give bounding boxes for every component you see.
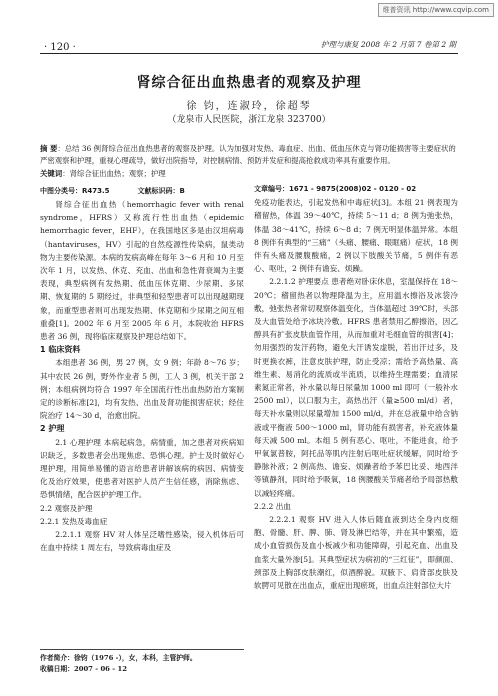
paragraph: 免疫功能表达，引起发热和中毒症状[3]。本组 21 例表现为稽留热，体温 39～40℃，持续 5～11 d；8 例为弛张热，体温 38～41℃，持续 6～8 d；7 例无明显体温异常。本组 8 例伴有典型的“三痛”（头痛、腰痛、眼眶痛）症状，18 例伴有头痛及腰腹酸痛，2 例以下肢酸关节痛，5 例伴有恶心、呕吐，2 例伴有谵妄、烦躁。 — [254, 198, 458, 274]
right-column — [254, 183, 458, 592]
paragraph: 本组患者 36 例，男 27 例，女 9 例；年龄 8～76 岁；其中农民 26 例，野外作业者 5 例，工人 3 例，机关干部 2 例；本组病例均符合 1997 年全国流行性出血热防治方案制定的诊断标准[2]，均有发热、出血及肾功能损害症状；经住院治疗 14～30 d，治愈出院。 — [40, 358, 244, 421]
abstract-label: 摘 要 — [40, 144, 58, 153]
affiliation: （龙泉市人民医院，浙江龙泉 323700） — [167, 115, 331, 125]
clc-number: 中图分类号：R473.5 — [40, 187, 110, 195]
paragraph: 2.2.1.1 观察 HV 对人体呈泛嗜性感染，侵入机体后可在血中持续 1 周左右，导致病毒血症及 — [40, 530, 244, 553]
paragraph: 肾综合征出血热（hemorrhagic fever with renal syndrome，HFRS）又称流行性出血热（epidemic hemorrhagic fever，EHF），在我国地区多是由汉坦病毒（hantaviruses，HV）引起的自然疫源性传染病，鼠类动物为主要传染源。本病的发病高峰在每年 3～6 月和 10 月至次年 1 月，以发热、休克、充血、出血和急性肾衰竭为主要表现，典型病例有发热期、低血压休克期、少尿期、多尿期、恢复期的 5 期经过，非典型和轻型患者可以出现越期现象，而重型患者则可出现发热期、休克期和少尿期之间互相重叠[1]。2002 年 6 月至 2005 年 6 月，本院收治 HFRS 患者 36 例，现将临床观察及护理总结如下。 — [40, 200, 244, 342]
paragraph: 2.1 心理护理 本病起病急，病情重，加之患者对疾病知识缺乏，多数患者会出现焦虑、恐惧心理。护士及时做好心理护理，用简单易懂的语言给患者讲解该病的病因、病情变化及治疗效果，使患者对医护人员产生信任感，消除焦虑、恐惧情绪，配合医护护理工作。 — [40, 437, 244, 500]
paragraph: 2.2.1.2 护理要点 患者绝对卧床休息，室温保持在 18～20℃；稽留热者以物理降温为主，应用温水擦浴及冰袋冷敷，弛张热者常切观察体温变化，当体温超过 39℃时，头部及大血管处给予冰块冷敷。HFRS 患者禁用乙醇擦浴，因乙醇具有扩张皮肤血管作用，从而加重对毛细血管的损害[4]；勿用强烈的发汗药物，避免大汗诱发虚脱，若出汗过多，及时更换衣裤，注意皮肤护理，防止受凉；需给予高热量、高维生素、易消化的流质或半流质，以维持生理需要；血清尿素氮正常者，补水量以每日尿量加 1000 ml 即可（一般补水 2500 ml），以口服为主，高热出汗（量≥500 ml/d）者，每天补水量则以尿量增加 1500 ml/d，并在总液量中给含钠液或平衡液 500～1000 ml，肾功能有损害者，补充液体量每天减 500 ml。本组 5 例有恶心、呕吐，不能进食，给予甲氧氯普胺，阿托品等肌内注射后呕吐症状缓解，同时给予静脉补液；2 例高热、谵妄、烦躁者给予苯巴比妥、地西泮等镇静剂，同时给予吸氧，18 例腰酸关节痛者给予局部热敷以减轻疼痛。 — [254, 277, 458, 498]
section-heading: 1 临床资料 — [40, 345, 81, 355]
abstract-text: ：总结 36 例肾综合征出血热患者的观察及护理。认为加强对发热、毒血症、出血、低血压休克与肾功能损害等主要症状的严密观察和护理，重视心理疏导，做好出院指导，对控制病情、预防并发症和提高抢救成功率具有重要作用。 — [40, 144, 456, 165]
paper-title: 肾综合征出血热患者的观察及护理 — [136, 75, 362, 91]
journal-header: 护理与康复 2008 年 2 月第 7 卷第 2 期 — [321, 40, 456, 49]
section-heading: 2.2.1 发热及毒血症 — [40, 516, 108, 526]
header-rule — [40, 53, 458, 54]
author-info: 作者简介：徐钧（1976 -），女，本科，主管护师。 — [40, 654, 197, 662]
footnote — [40, 649, 244, 675]
document-code: 文献标识码：B — [137, 187, 185, 195]
paragraph: 2.2.2.1 观察 HV 进入人体后随血液到达全身内皮细胞、骨髓、肝、脾、肺、肾及淋巴结等，并在其中繁殖，造成小血管损伤及血小板减少和功能障碍，引起充血、出血及血浆大量外渗[5]。其典型症状为病初的“三红征”，即颜面、颈部及上胸部皮肤潮红，似酒醉貌。双腋下、肩背部皮肤及软腭可见散在出血点，重症出现瘀斑，出血点注射部位大片 — [254, 515, 458, 591]
page-number: · 120 · — [44, 42, 76, 53]
authors: 徐 钧，连淑玲，徐超琴 — [186, 101, 312, 112]
section-heading: 2 护理 — [40, 424, 65, 434]
source-stamp: 维普资讯 http://www.cqvip.com — [378, 3, 494, 17]
abstract — [40, 143, 458, 167]
section-heading: 2.2.2 出血 — [254, 501, 291, 511]
article-number: 文章编号：1671 - 9875(2008)02 - 0120 - 02 — [254, 185, 417, 193]
left-column — [40, 198, 244, 554]
received-date: 收稿日期：2007 - 06 - 12 — [40, 665, 127, 673]
keywords — [40, 168, 458, 179]
keywords-text: ：肾综合征出血热；观察；护理 — [62, 169, 166, 178]
keywords-label: 关键词 — [40, 169, 63, 178]
section-heading: 2.2 观察及护理 — [40, 503, 93, 513]
